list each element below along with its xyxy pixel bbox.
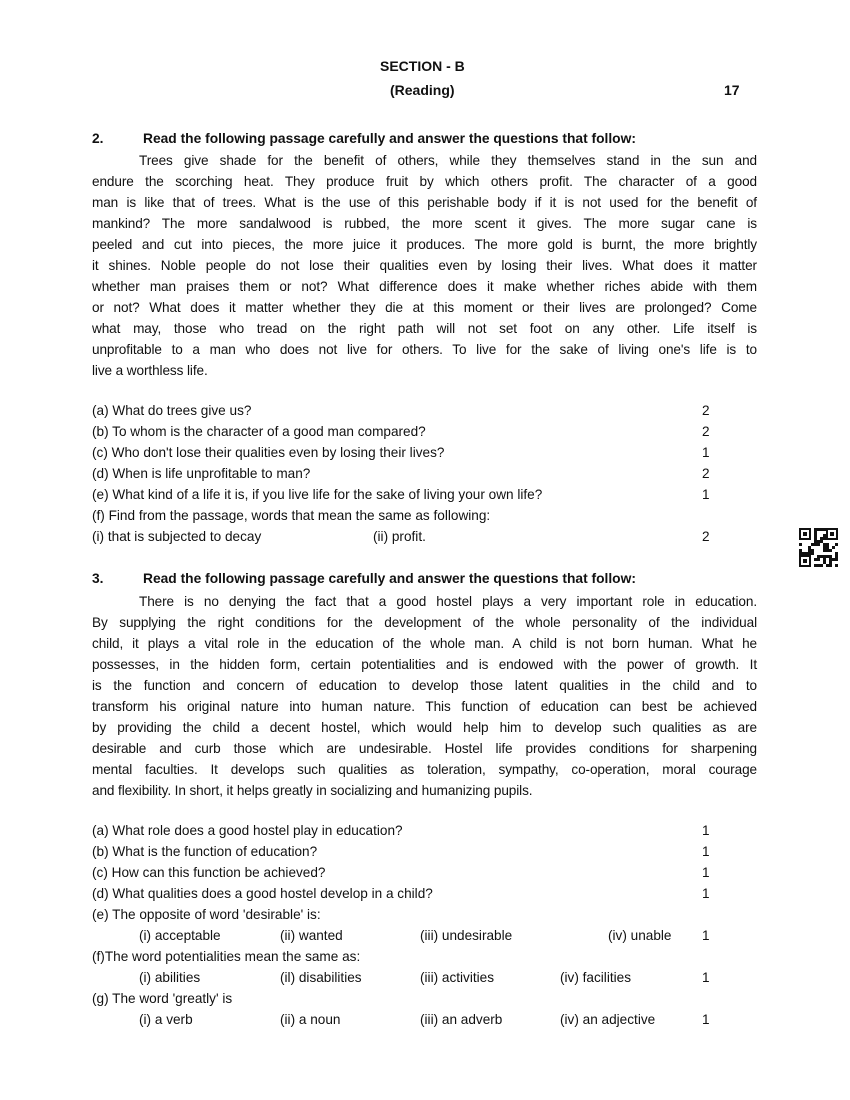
passage-line: mental faculties. It develops such qualities as toleration, sympathy, co-operation, moral courage [92,762,757,777]
passage-line: Trees give shade for the benefit of others, while they themselves stand in the sun and [139,153,757,168]
passage-line: transform his original nature into human nature. This function of education can best be achieved [92,699,757,714]
option: (i) abilities [139,970,201,985]
question-marks: 1 [702,865,710,880]
question-text: (a) What role does a good hostel play in education? [92,823,403,838]
qr-code-icon [799,528,839,568]
question-marks: 1 [702,823,710,838]
question-text: (b) To whom is the character of a good man compared? [92,424,426,439]
option: (il) disabilities [280,970,362,985]
question-number: 2. [92,131,104,146]
section-title: SECTION - B [380,58,465,74]
question-marks: 2 [702,466,710,481]
passage-line: By supplying the right conditions for the development of the whole personality of the individual [92,615,757,630]
option: (ii) profit. [373,529,426,544]
passage-line: There is no denying the fact that a good hostel plays a very important role in education. [139,594,757,609]
passage-line: and flexibility. In short, it helps greatly in socializing and humanizing pupils. [92,783,533,798]
passage-line: possesses, in the hidden form, certain potentialities and is endowed with the power of growth. It [92,657,757,672]
question-marks: 1 [702,928,710,943]
option: (i) acceptable [139,928,221,943]
option: (iii) activities [420,970,495,985]
passage-line: whether man praises them or not? What difference does it make whether riches abide with them [92,279,757,294]
passage-line: peeled and cut into pieces, the more juice it produces. The more gold is burnt, the more brightly [92,237,757,252]
question-marks: 2 [702,529,710,544]
question-text: (e) What kind of a life it is, if you live life for the sake of living your own life? [92,487,543,502]
passage-line: it shines. Noble people do not lose their qualities even by losing their lives. What does it matter [92,258,757,273]
passage-line: endure the scorching heat. They produce fruit by which others profit. The character of a good [92,174,757,189]
option: (i) a verb [139,1012,193,1027]
option: (i) that is subjected to decay [92,529,262,544]
question-text: (f) Find from the passage, words that mean the same as following: [92,508,491,523]
question-marks: 2 [702,424,710,439]
passage-line: is the function and concern of education to develop those latent qualities in the child and to [92,678,757,693]
question-marks: 1 [702,844,710,859]
question-marks: 1 [702,1012,710,1027]
passage-line: what may, those who tread on the right path will not set foot on any other. Life itself is [92,321,757,336]
question-marks: 2 [702,403,710,418]
question-text: (c) How can this function be achieved? [92,865,326,880]
question-text: (c) Who don't lose their qualities even by losing their lives? [92,445,445,460]
passage-line: man is like that of trees. What is the use of this perishable body if it is not used for the benefit of [92,195,757,210]
option: (iv) facilities [560,970,631,985]
question-text: (e) The opposite of word 'desirable' is: [92,907,321,922]
question-instruction: Read the following passage carefully and answer the questions that follow: [143,571,636,586]
passage-line: unprofitable to a man who does not live for others. To live for the sake of living one's life is to [92,342,757,357]
option: (iii) an adverb [420,1012,503,1027]
option: (iv) an adjective [560,1012,656,1027]
passage-line: or not? What does it matter whether they die at this moment or their lives are prolonged? Come [92,300,757,315]
question-marks: 1 [702,445,710,460]
question-text: (f)The word potentialities mean the same as: [92,949,361,964]
question-text: (a) What do trees give us? [92,403,252,418]
option: (ii) wanted [280,928,343,943]
question-marks: 1 [702,970,710,985]
question-marks: 1 [702,886,710,901]
question-instruction: Read the following passage carefully and answer the questions that follow: [143,131,636,146]
section-subtitle: (Reading) [390,82,455,98]
question-text: (g) The word 'greatly' is [92,991,233,1006]
option: (iv) unable [608,928,672,943]
question-number: 3. [92,571,104,586]
passage-line: live a worthless life. [92,363,208,378]
section-marks: 17 [724,82,740,98]
passage-line: mankind? The more sandalwood is rubbed, the more scent it gives. The more sugar cane is [92,216,757,231]
question-marks: 1 [702,487,710,502]
passage-line: child, it plays a vital role in the education of the whole man. A child is not born human. What he [92,636,757,651]
option: (iii) undesirable [420,928,513,943]
question-text: (d) When is life unprofitable to man? [92,466,311,481]
option: (ii) a noun [280,1012,341,1027]
question-text: (b) What is the function of education? [92,844,318,859]
question-text: (d) What qualities does a good hostel develop in a child? [92,886,433,901]
passage-line: desirable and curb those which are undesirable. Hostel life provides conditions for sharpening [92,741,757,756]
passage-line: by providing the child a decent hostel, which would help him to develop such qualities as are [92,720,757,735]
